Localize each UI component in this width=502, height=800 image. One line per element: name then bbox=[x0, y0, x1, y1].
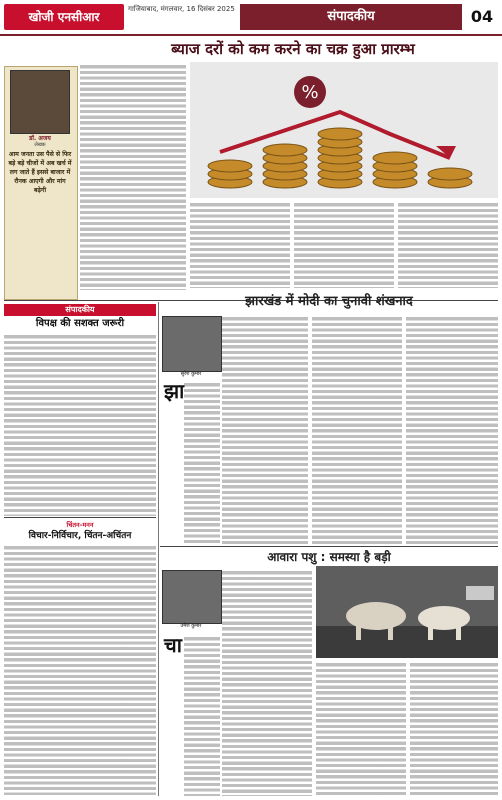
vichar-tag: चिंतन-मनन bbox=[66, 521, 94, 529]
jharkhand-text-col-2 bbox=[312, 316, 402, 544]
column-divider bbox=[158, 302, 159, 796]
editorial-tag: संपादकीय bbox=[4, 304, 156, 316]
stray-cattle-photo bbox=[316, 566, 498, 658]
lead-text-col-1 bbox=[80, 64, 186, 290]
coins-graphic bbox=[190, 62, 498, 198]
jharkhand-text-col-3 bbox=[406, 316, 498, 544]
jharkhand-text-col-1 bbox=[222, 316, 308, 544]
vichar-text bbox=[4, 545, 156, 795]
section-title: संपादकीय bbox=[240, 4, 462, 30]
awara-text-col-2 bbox=[316, 662, 406, 796]
dateline: गाजियाबाद, मंगलवार, 16 दिसंबर 2025 bbox=[128, 5, 235, 13]
author-photo bbox=[10, 70, 70, 134]
jharkhand-author-photo bbox=[162, 316, 222, 372]
author-name: डॉ. अजय bbox=[29, 135, 51, 142]
awara-text-col-1 bbox=[222, 570, 312, 796]
pull-quote: आम जनता उस पैसे से फिर बड़े बड़े चीजों में अब खर्च में लग जाते हैं इससे बाजार में रौनक आएगी और मांग बढ़ेगी bbox=[8, 151, 72, 194]
page-number: 04 bbox=[470, 7, 494, 26]
awara-text-col-3 bbox=[410, 662, 498, 796]
jharkhand-author-name: सुरेश कुमार bbox=[180, 371, 202, 377]
jharkhand-drop-cap: झा bbox=[164, 379, 185, 403]
lead-text-col-5 bbox=[398, 202, 498, 288]
editorial-headline: विपक्ष की सशक्त जरूरी bbox=[35, 318, 125, 329]
coins-illustration bbox=[190, 62, 498, 198]
editorial-text bbox=[4, 334, 156, 516]
jharkhand-headline: झारखंड में मोदी का चुनावी शंखनाद bbox=[245, 294, 413, 309]
awara-headline: आवारा पशु : समस्या है बड़ी bbox=[267, 550, 391, 564]
awara-divider bbox=[160, 546, 498, 547]
awara-drop-cap: चा bbox=[164, 633, 182, 657]
lead-headline: ब्याज दरों को कम करने का चक्र हुआ प्रारम्भ bbox=[171, 40, 415, 58]
newspaper-logo: खोजी एनसीआर bbox=[4, 4, 124, 30]
awara-author-name: उमेश कुमार bbox=[180, 623, 202, 629]
author-role: लेखक bbox=[34, 142, 46, 148]
awara-text-col-0 bbox=[184, 636, 220, 796]
awara-author-photo bbox=[162, 570, 222, 624]
lead-text-col-3 bbox=[294, 202, 394, 288]
jharkhand-text-col-0 bbox=[184, 382, 220, 544]
lead-text-col-2 bbox=[190, 202, 290, 288]
stray-cattle-graphic bbox=[316, 566, 498, 658]
svg-text:%: % bbox=[301, 82, 319, 103]
vichar-divider bbox=[4, 517, 156, 518]
vichar-headline: विचार-निर्विचार, चिंतन-अचिंतन bbox=[28, 531, 132, 541]
